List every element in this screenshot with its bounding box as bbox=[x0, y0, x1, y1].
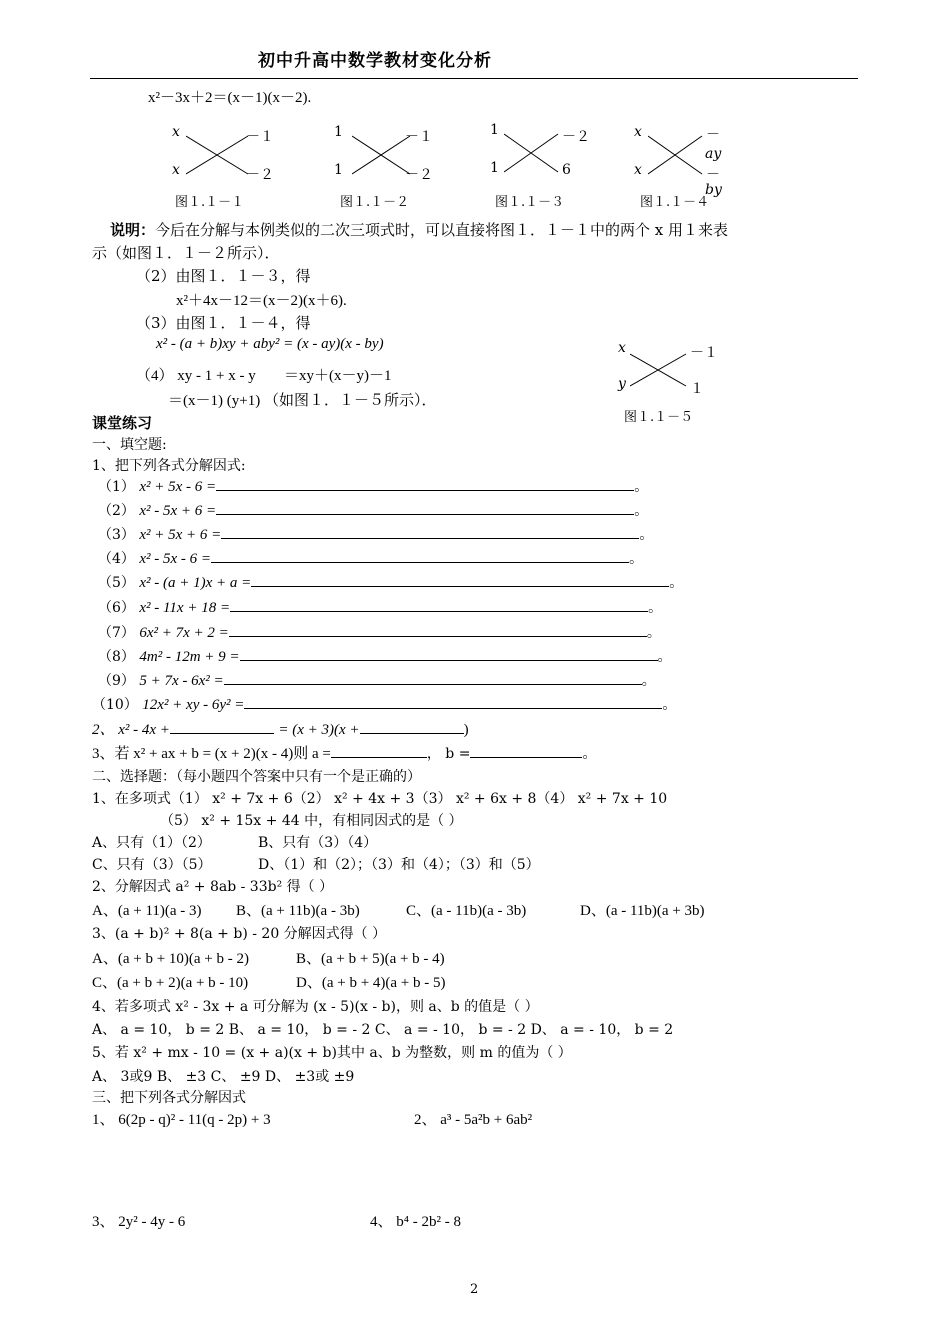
factor-problem-2: 2、 a³ - 5a²b + 6ab² bbox=[414, 1112, 533, 1128]
item-expression: x² - 5x + 6 = bbox=[139, 503, 217, 519]
choice3-option-c: C、(a + b + 2)(a + b - 10) bbox=[92, 975, 249, 991]
q3-end: 。 bbox=[582, 746, 597, 762]
fill-item-7 bbox=[98, 622, 661, 642]
fill-item-10 bbox=[92, 694, 676, 714]
choice1-line1: 1、在多项式（1） x² + 7x + 6（2） x² + 4x + 3（3） x² + 6x + 8（4） x² + 7x + 10 bbox=[92, 791, 668, 807]
item-end: 。 bbox=[669, 575, 684, 591]
item-end: 。 bbox=[648, 600, 663, 616]
item-end: 。 bbox=[634, 503, 649, 519]
choice3-question: 3、(a + b)² + 8(a + b) - 20 分解因式得（ ） bbox=[92, 926, 387, 942]
step4-line2: ＝(x－1) (y+1) （如图１．１－５所示）． bbox=[168, 393, 437, 409]
choice1-option-d: D、（1）和（2）；（3）和（4）；（3）和（5） bbox=[258, 857, 540, 873]
item-number: （8） bbox=[98, 649, 135, 665]
answer-blank[interactable] bbox=[211, 548, 629, 563]
fig2-bottom-right: －２ bbox=[405, 167, 433, 183]
choice2-option-a: A、(a + 11)(a - 3) bbox=[92, 903, 202, 919]
answer-blank[interactable] bbox=[224, 670, 642, 685]
fig3-top-right: －２ bbox=[562, 129, 590, 145]
fig3-bottom-right: 6 bbox=[562, 162, 571, 178]
factor-problem-1: 1、 6(2p - q)² - 11(q - 2p) + 3 bbox=[92, 1112, 271, 1128]
item-end: 。 bbox=[634, 479, 649, 495]
fig1-bottom-left: x bbox=[172, 162, 180, 178]
fig1-top-left: x bbox=[172, 124, 180, 140]
choice3-option-d: D、(a + b + 4)(a + b - 5) bbox=[296, 975, 446, 991]
step2-equation: x²＋4x－12＝(x－2)(x＋6). bbox=[176, 293, 347, 309]
choice2-option-c: C、(a - 11b)(a - 3b) bbox=[406, 903, 527, 919]
fill-item-9 bbox=[98, 670, 656, 690]
fig4-top-right-term: ay bbox=[705, 146, 722, 162]
choice3-option-b: B、(a + b + 5)(a + b - 4) bbox=[296, 951, 445, 967]
item-number: （10） bbox=[92, 697, 138, 713]
page-number: 2 bbox=[470, 1282, 479, 1297]
item-number: （5） bbox=[98, 575, 135, 591]
note-label: 说明： bbox=[110, 221, 156, 239]
fig5-top-left: x bbox=[618, 340, 626, 356]
choice4-question: 4、若多项式 x² - 3x + a 可分解为 (x - 5)(x - b)，则 a、b 的值是（ ） bbox=[92, 999, 539, 1015]
step2-text: （2）由图１．１－３，得 bbox=[136, 267, 311, 285]
fig2-caption: 图１.１－２ bbox=[340, 195, 410, 210]
item-number: （1） bbox=[98, 479, 135, 495]
item-number: （4） bbox=[98, 551, 135, 567]
cross-lines bbox=[504, 130, 560, 174]
answer-blank[interactable] bbox=[251, 572, 669, 587]
item-expression: 5 + 7x - 6x² = bbox=[139, 673, 224, 689]
answer-blank[interactable] bbox=[229, 622, 647, 637]
note-text1: 今后在分解与本例类似的二次三项式时，可以直接将图１．１－１中的两个 x 用１来表 bbox=[155, 221, 729, 239]
item-number: （2） bbox=[98, 503, 135, 519]
item-expression: x² + 5x + 6 = bbox=[139, 527, 222, 543]
fill-item-4 bbox=[98, 548, 643, 568]
fig5-top-right: －１ bbox=[690, 345, 718, 361]
item-expression: x² - 11x + 18 = bbox=[139, 600, 231, 616]
example-line1: x²－3x＋2＝(x－1)(x－2). bbox=[148, 90, 312, 106]
fill-question-2 bbox=[92, 718, 469, 739]
fig1-top-right: －１ bbox=[246, 129, 274, 145]
item-end: 。 bbox=[657, 649, 672, 665]
fig4-caption: 图１.１－４ bbox=[640, 195, 710, 210]
item-expression: 4m² - 12m + 9 = bbox=[139, 649, 240, 665]
choice3-option-a: A、(a + b + 10)(a + b - 2) bbox=[92, 951, 250, 967]
item-expression: x² + 5x - 6 = bbox=[139, 479, 217, 495]
item-expression: x² - 5x - 6 = bbox=[139, 551, 212, 567]
fig5-bottom-left: y bbox=[618, 376, 626, 392]
choice5-question: 5、若 x² + mx - 10 = (x + a)(x + b)其中 a、b 为整数，则 m 的值为（ ） bbox=[92, 1045, 572, 1061]
section1-question1: 1、把下列各式分解因式: bbox=[92, 458, 246, 474]
q3-blank-a[interactable] bbox=[331, 743, 427, 758]
fig4-top-right: － bbox=[706, 127, 720, 143]
section2-heading: 二、选择题：（每小题四个答案中只有一个是正确的） bbox=[92, 769, 421, 785]
factor-problem-3: 3、 2y² - 4y - 6 bbox=[92, 1214, 186, 1230]
step3-equation: x² - (a + b)xy + aby² = (x - ay)(x - by) bbox=[156, 336, 384, 352]
item-expression: 12x² + xy - 6y² = bbox=[142, 697, 245, 713]
q2-product: = (x + 3)(x + bbox=[278, 722, 360, 738]
item-expression: x² - (a + 1)x + a = bbox=[139, 575, 252, 591]
fig3-caption: 图１.１－３ bbox=[495, 195, 565, 210]
q3-blank-b[interactable] bbox=[470, 743, 582, 758]
fig2-top-right: －１ bbox=[405, 129, 433, 145]
choice2-option-d: D、(a - 11b)(a + 3b) bbox=[580, 903, 705, 919]
choice1-option-b: B、只有（3）（4） bbox=[258, 835, 378, 851]
item-number: （9） bbox=[98, 673, 135, 689]
choice5-options: A、 3或9 B、 ±3 C、 ±9 D、 ±3或 ±9 bbox=[92, 1069, 355, 1085]
fig1-bottom-right: －２ bbox=[246, 167, 274, 183]
q3-expression: 3、若 x² + ax + b = (x + 2)(x - 4)则 a = bbox=[92, 746, 331, 762]
fill-item-2 bbox=[98, 500, 648, 520]
note-line2: 示（如图１．１－２所示）． bbox=[92, 244, 280, 262]
fill-question-3 bbox=[92, 742, 596, 763]
choice1-option-a: A、只有（1）（2） bbox=[92, 835, 211, 851]
item-number: （7） bbox=[98, 625, 135, 641]
item-end: 。 bbox=[662, 697, 677, 713]
choice1-option-c: C、只有（3）（5） bbox=[92, 857, 212, 873]
choice2-option-b: B、(a + 11b)(a - 3b) bbox=[236, 903, 360, 919]
step4-expr: （4） xy - 1 + x - y bbox=[136, 368, 256, 384]
fig5-bottom-right: １ bbox=[690, 381, 704, 397]
item-number: （6） bbox=[98, 600, 135, 616]
step3-text: （3）由图１．１－４，得 bbox=[136, 314, 311, 332]
fill-item-6 bbox=[98, 597, 662, 617]
fill-item-3 bbox=[98, 524, 653, 544]
note-line1 bbox=[110, 219, 728, 240]
choice1-line2: （5） x² + 15x + 44 中，有相同因式的是（ ） bbox=[160, 813, 463, 829]
item-number: （3） bbox=[98, 527, 135, 543]
fig4-top-left: x bbox=[634, 124, 642, 140]
fig3-bottom-left: 1 bbox=[490, 160, 499, 176]
fig5-caption: 图１.１－５ bbox=[624, 410, 694, 425]
answer-blank[interactable] bbox=[221, 524, 639, 539]
cross-lines bbox=[186, 132, 250, 176]
item-end: 。 bbox=[646, 625, 661, 641]
item-end: 。 bbox=[639, 527, 654, 543]
item-expression: 6x² + 7x + 2 = bbox=[139, 625, 229, 641]
header-rule bbox=[90, 78, 858, 79]
q3-b-label: ， b = bbox=[426, 746, 471, 762]
q2-blank-2[interactable] bbox=[360, 719, 464, 734]
answer-blank[interactable] bbox=[230, 597, 648, 612]
practice-heading: 课堂练习 bbox=[92, 414, 153, 432]
fig1-caption: 图１.１－１ bbox=[175, 195, 245, 210]
factor-problem-4: 4、 b⁴ - 2b² - 8 bbox=[370, 1214, 461, 1230]
fill-item-5 bbox=[98, 572, 683, 592]
fig2-top-left: 1 bbox=[334, 124, 343, 140]
item-end: 。 bbox=[641, 673, 656, 689]
fig4-bottom-right: － bbox=[706, 167, 720, 183]
q2-expression: 2、 x² - 4x + bbox=[92, 722, 170, 738]
fig2-bottom-left: 1 bbox=[334, 162, 343, 178]
fill-item-8 bbox=[98, 646, 672, 666]
fig4-bottom-left: x bbox=[634, 162, 642, 178]
cross-lines bbox=[352, 132, 412, 176]
step4-line1: ＝xy＋(x－y)－1 bbox=[284, 368, 392, 384]
answer-blank[interactable] bbox=[216, 500, 634, 515]
page-title: 初中升高中数学教材变化分析 bbox=[258, 51, 492, 71]
q2-blank-1[interactable] bbox=[170, 719, 274, 734]
section3-heading: 三、把下列各式分解因式 bbox=[92, 1090, 246, 1106]
choice4-options: A、 a = 10， b = 2 B、 a = 10， b = - 2 C、 a = - 10， b = - 2 D、 a = - 10， b = 2 bbox=[92, 1022, 674, 1038]
cross-lines bbox=[648, 132, 704, 176]
q2-close: ) bbox=[463, 722, 469, 738]
fig3-top-left: 1 bbox=[490, 122, 499, 138]
fig4-bottom-right-term: by bbox=[705, 182, 722, 198]
answer-blank[interactable] bbox=[216, 476, 634, 491]
answer-blank[interactable] bbox=[240, 646, 658, 661]
fill-item-1 bbox=[98, 476, 648, 496]
choice2-question: 2、分解因式 a² + 8ab - 33b² 得（ ） bbox=[92, 879, 334, 895]
cross-lines bbox=[630, 350, 688, 388]
section1-heading: 一、填空题: bbox=[92, 437, 167, 453]
answer-blank[interactable] bbox=[244, 694, 662, 709]
item-end: 。 bbox=[629, 551, 644, 567]
